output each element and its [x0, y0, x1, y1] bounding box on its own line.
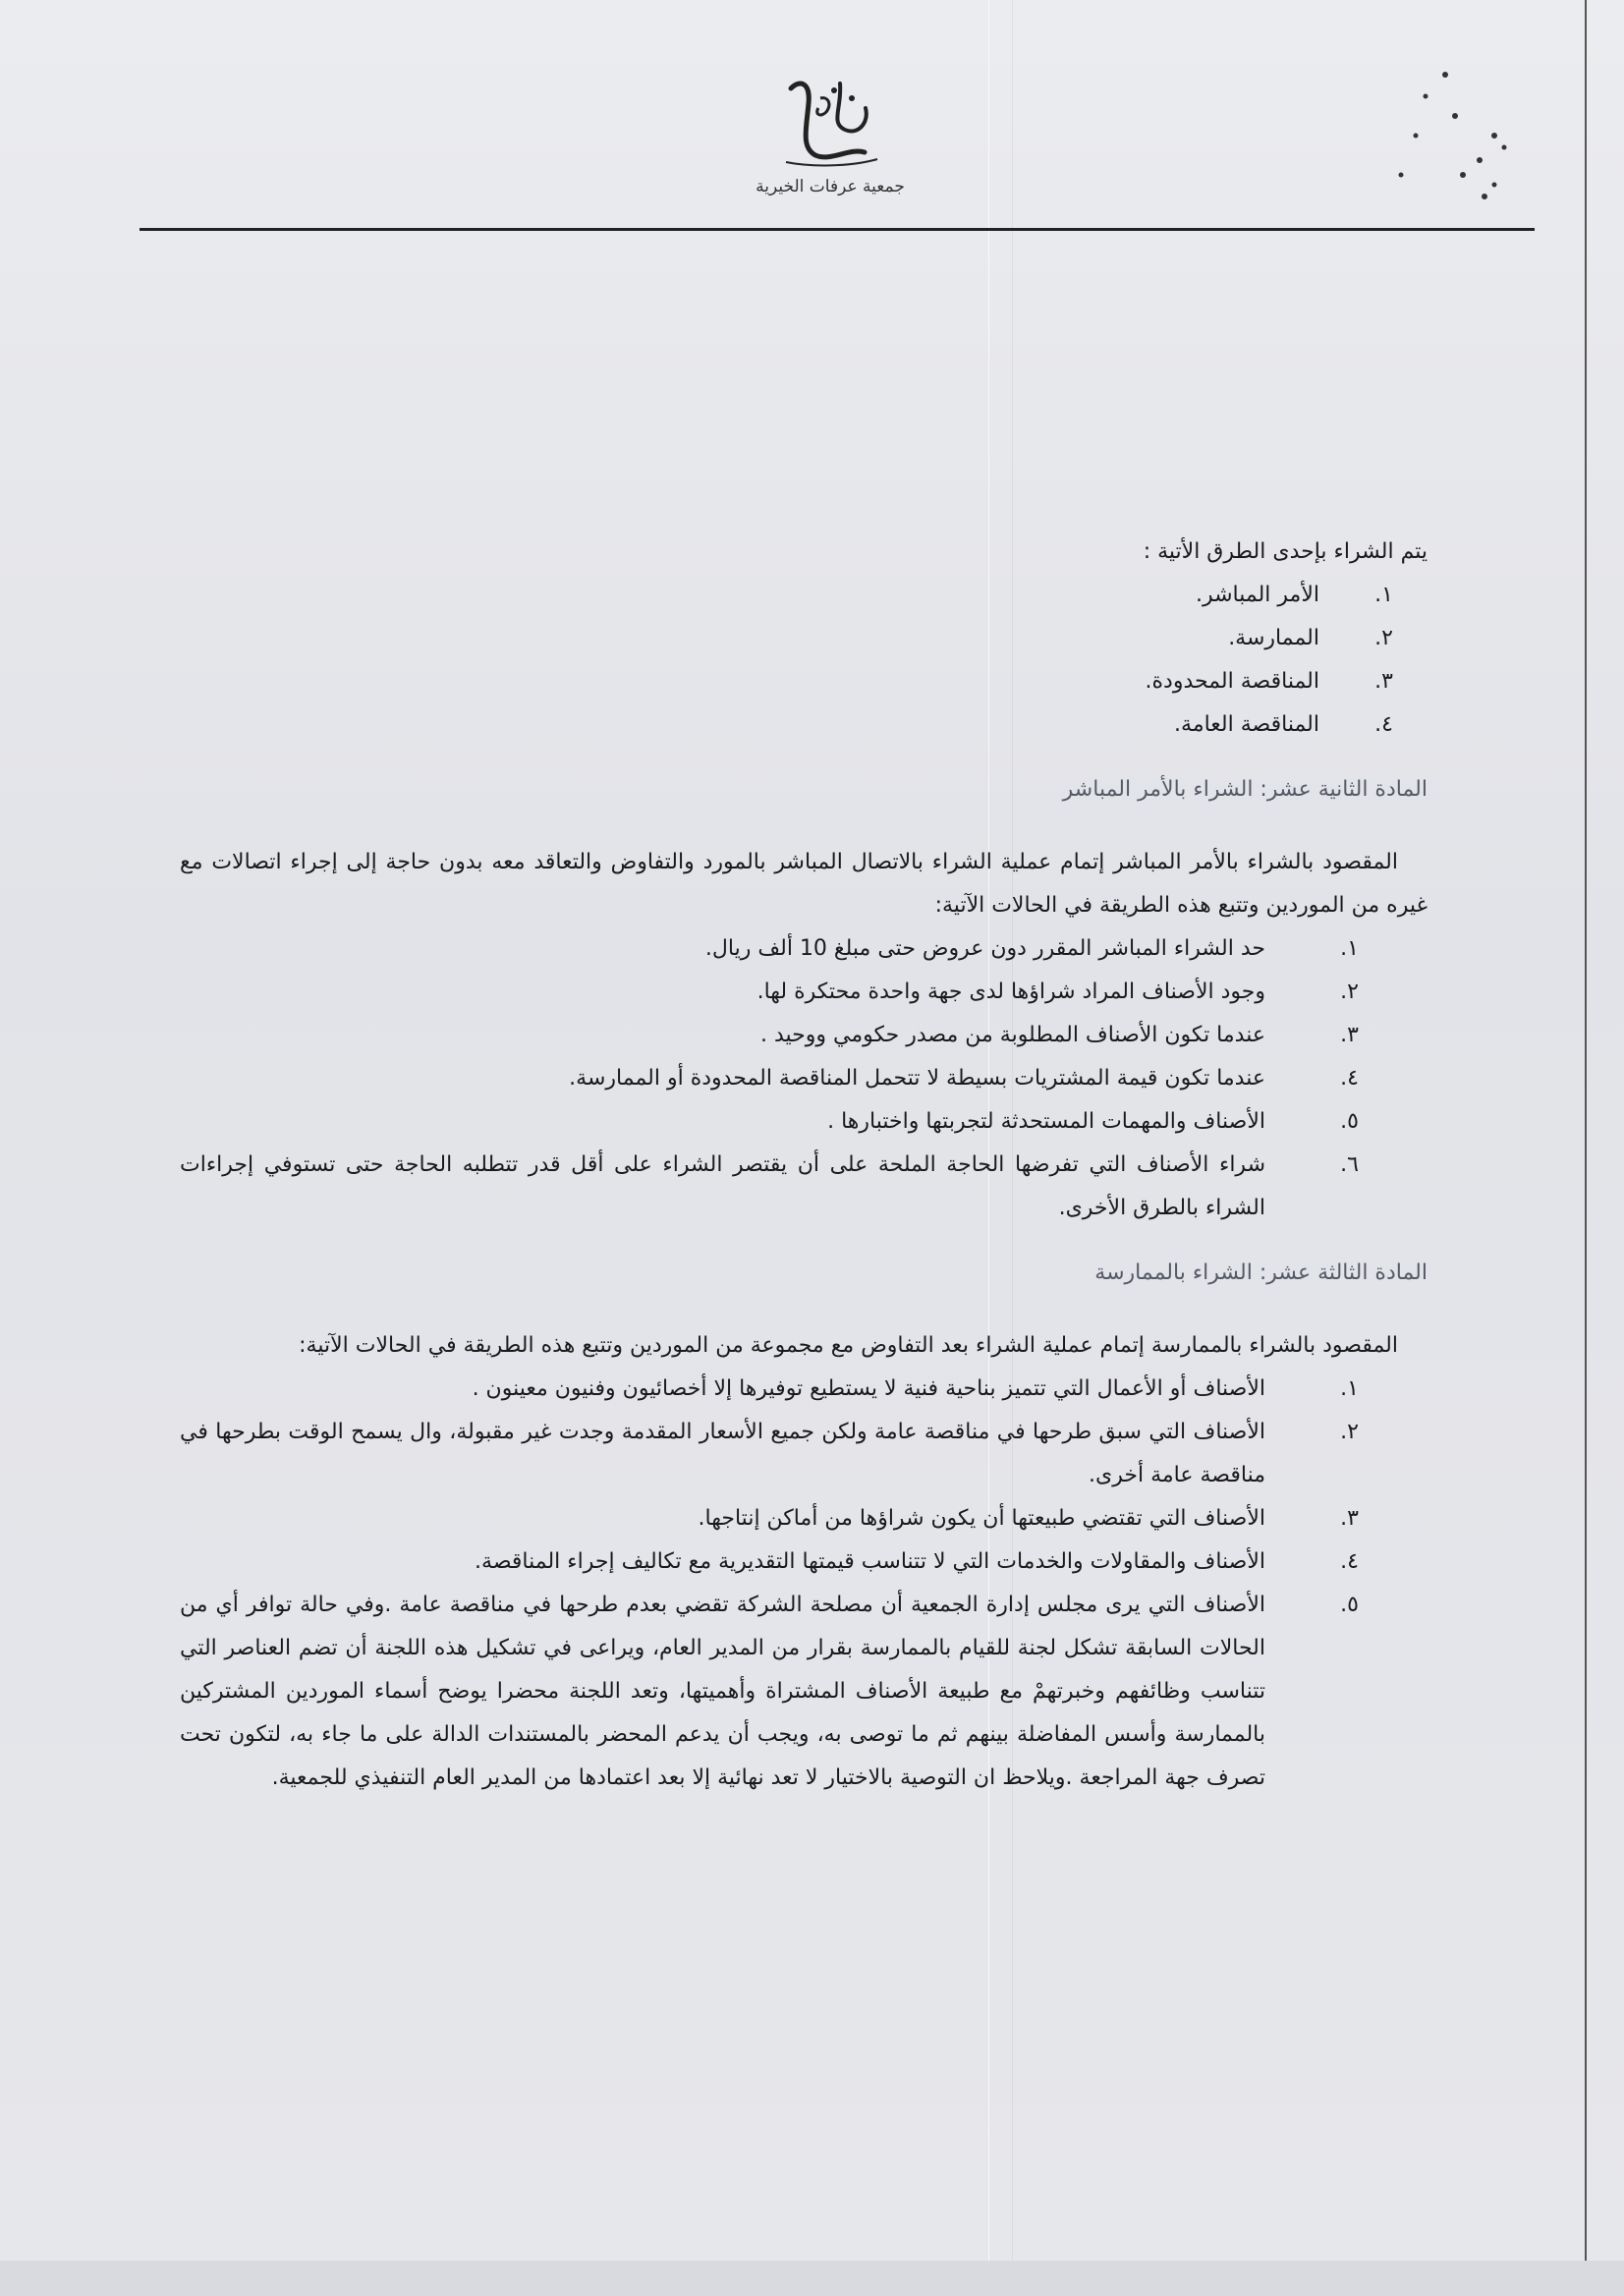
- article-12-paragraph: المقصود بالشراء بالأمر المباشر إتمام عملية الشراء بالاتصال المباشر بالمورد والتفاوض والتعاقد معه بدون حاجة إلى إجراء اتصالات مع غيره من الموردين وتتبع هذه الطريقة في الحالات الآتية:: [180, 850, 1428, 918]
- list-item: ٣. عندما تكون الأصناف المطلوبة من مصدر حكومي ووحيد .: [759, 1023, 1359, 1047]
- list-item: ٣. المناقصة المحدودة.: [1145, 669, 1393, 694]
- list-item: ٣. الأصناف التي تقتضي طبيعتها أن يكون شراؤها من أماكن إنتاجها.: [698, 1506, 1359, 1531]
- calligraphy-logo-icon: [771, 69, 889, 177]
- list-item: ٤. عندما تكون قيمة المشتريات بسيطة لا تتحمل المناقصة المحدودة أو الممارسة.: [569, 1066, 1359, 1091]
- organization-logo: [747, 69, 914, 216]
- stamp-dots-icon: [1386, 67, 1514, 204]
- article-12-title: المادة الثانية عشر: الشراء بالأمر المباشر: [1062, 777, 1428, 802]
- document-body: [180, 531, 1428, 1800]
- scan-bottom-band: [0, 2261, 1624, 2296]
- list-item: ٢. وجود الأصناف المراد شراؤها لدى جهة واحدة محتكرة لها.: [756, 980, 1359, 1004]
- list-item: ١. حد الشراء المباشر المقرر دون عروض حتى مبلغ 10 ألف ريال.: [704, 936, 1359, 961]
- list-item: ٢. الممارسة.: [1228, 626, 1393, 650]
- list-item: ٢. الأصناف التي سبق طرحها في مناقصة عامة ولكن جميع الأسعار المقدمة وجدت غير مقبولة، وال يسمح الوقت بطرحها في مناقصة عامة أخرى.: [180, 1420, 1359, 1487]
- list-item: ٥. الأصناف التي يرى مجلس إدارة الجمعية أن مصلحة الشركة تقضي بعدم طرحها في مناقصة عامة .وفي حالة توافر أي من الحالات السابقة تشكل لجنة للقيام بالممارسة بقرار من المدير العام، ويراعى في تشكيل هذه اللجنة أن تضم العناصر التي تتناسب وظائفهم وخبرتهمْ مع طبيعة الأصناف المشتراة وأهميتها، وتعد اللجنة محضرا يوضح أسماء الموردين المشتركين بالممارسة وأسس المفاضلة بينهم ثم ما توصى به، ويجب أن يدعم المحضر بالمستندات الدالة على ما جاء به، لتكون تحت تصرف جهة المراجعة .ويلاحظ ان التوصية بالاختيار لا تعد نهائية إلا بعد اعتمادها من المدير العام التنفيذي للجمعية.: [180, 1593, 1359, 1790]
- page-edge-line: [1585, 0, 1587, 2296]
- list-item: ١. الأمر المباشر.: [1195, 583, 1393, 607]
- list-item: ١. الأصناف أو الأعمال التي تتميز بناحية فنية لا يستطيع توفيرها إلا أخصائيون وفنيون معينون .: [472, 1376, 1359, 1401]
- list-item: ٦. شراء الأصناف التي تفرضها الحاجة الملحة على أن يقتصر الشراء على أقل قدر تتطلبه الحاجة حتى تستوفي إجراءات الشراء بالطرق الأخرى.: [180, 1152, 1359, 1220]
- article-13-list: [180, 1368, 1428, 1800]
- logo-caption: جمعية عرفات الخيرية: [756, 177, 905, 196]
- list-item: ٥. الأصناف والمهمات المستحدثة لتجربتها واختبارها .: [827, 1109, 1359, 1134]
- article-13-paragraph: المقصود بالشراء بالممارسة إتمام عملية الشراء بعد التفاوض مع مجموعة من الموردين وتتبع هذه الطريقة في الحالات الآتية:: [299, 1333, 1398, 1358]
- article-12-list: [180, 927, 1428, 1230]
- list-item: ٤. المناقصة العامة.: [1174, 712, 1393, 737]
- header-divider: [140, 228, 1535, 231]
- purchase-methods-list: [180, 574, 1428, 747]
- list-item: ٤. الأصناف والمقاولات والخدمات التي لا تتناسب قيمتها التقديرية مع تكاليف إجراء المناقصة.: [475, 1549, 1359, 1574]
- intro-text: يتم الشراء بإحدى الطرق الأتية :: [1143, 539, 1428, 564]
- article-13-title: المادة الثالثة عشر: الشراء بالممارسة: [1094, 1260, 1428, 1285]
- stamp-marks: [1386, 67, 1514, 204]
